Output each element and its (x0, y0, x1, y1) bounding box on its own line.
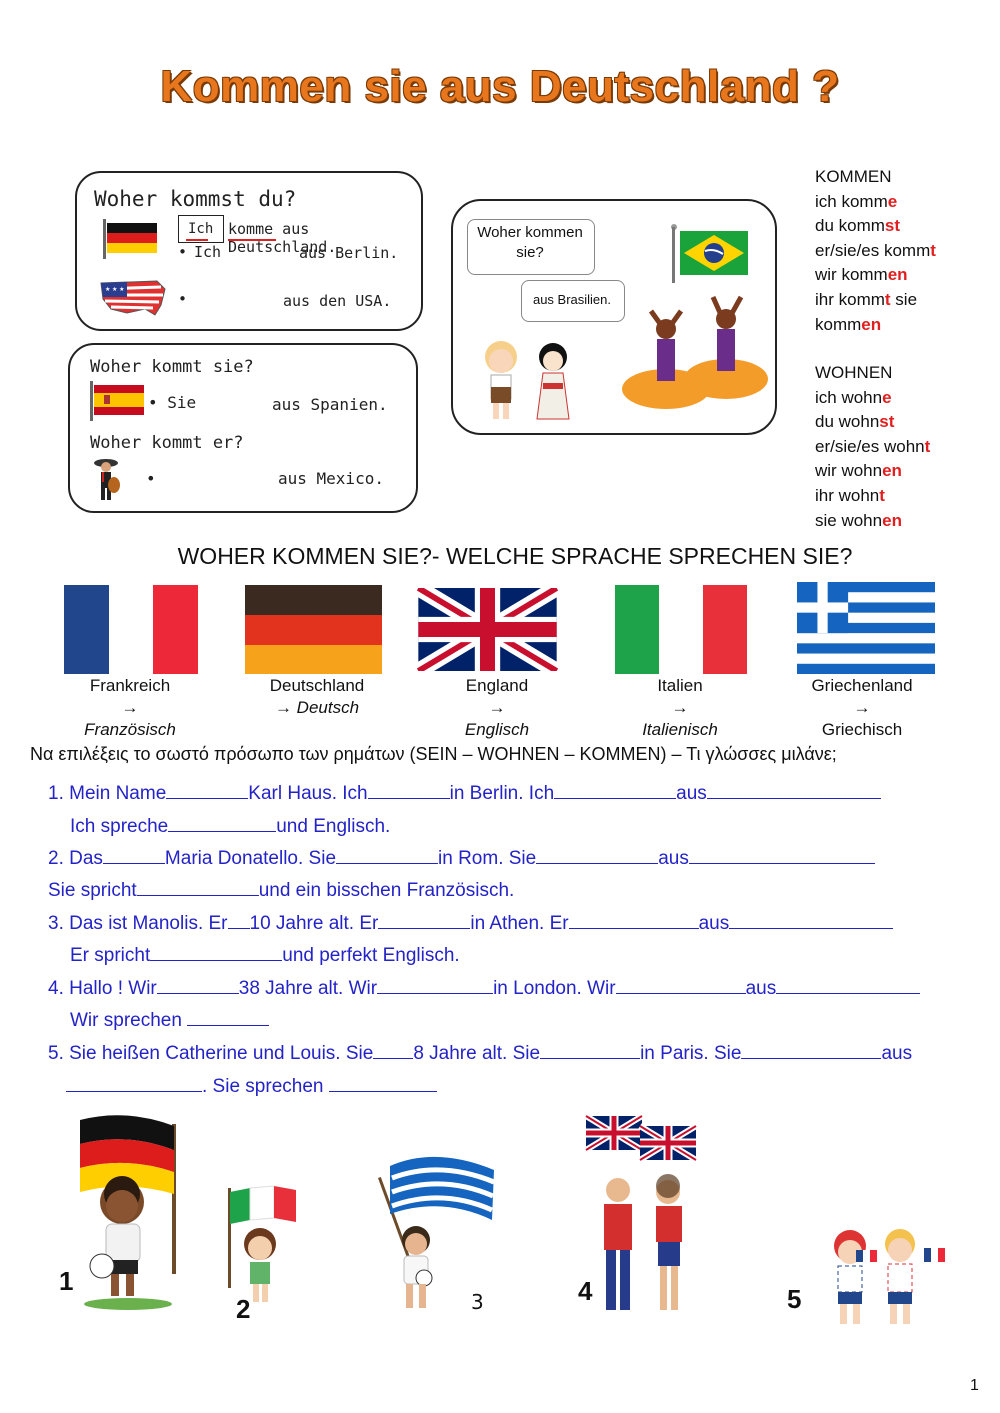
germany-flag-icon (101, 219, 159, 259)
section-heading: WOHER KOMMEN SIE?- WELCHE SPRACHE SPRECHEN SIE? (177, 543, 853, 569)
ending: st (879, 412, 895, 432)
answer-blank[interactable] (368, 780, 450, 799)
ending: e (887, 191, 898, 211)
exercise-3b (70, 942, 460, 967)
ending: t (884, 289, 891, 309)
ending: t (930, 240, 936, 260)
stem: komm (815, 314, 862, 334)
speech-bubble-1-text: Woher kommen sie? (477, 224, 583, 261)
komme-underline (228, 239, 276, 241)
answer-blank[interactable] (336, 845, 438, 864)
speech-box-woher-kommt-sie (68, 343, 418, 513)
conjugation-kommen (815, 165, 936, 337)
picture-number-2: 2 (236, 1294, 251, 1324)
page-title: Kommen sie aus Deutschland ? (160, 62, 840, 111)
answer-blank[interactable] (168, 813, 276, 832)
exercise-1b (70, 813, 390, 838)
answer-blank[interactable] (373, 1040, 413, 1059)
answer-blank[interactable] (157, 975, 239, 994)
text: aus (698, 913, 730, 934)
english-couple-flag-icon (574, 1112, 714, 1318)
box2-a2-place: aus Mexico. (278, 469, 384, 488)
stem: ich komm (815, 191, 888, 211)
speech-box-woher-kommst-du (75, 171, 423, 331)
wohnen-row (815, 386, 930, 411)
answer-blank[interactable] (707, 780, 881, 799)
instruction-text: Να επιλέξεις το σωστό πρόσωπο των ρημάτων (SEIN – WOHNEN – KOMMEN) – Τι γλώσσες μιλάνε; (30, 744, 837, 764)
stem: sie wohn (815, 510, 883, 530)
text: 10 Jahre alt. Er (249, 913, 379, 934)
language-name: Englisch (464, 720, 530, 739)
text: Ich spreche (70, 816, 169, 837)
text: aus (881, 1043, 913, 1064)
flag-label-england (417, 675, 577, 741)
answer-blank[interactable] (329, 1073, 437, 1092)
country-name: Italien (657, 676, 703, 695)
ending: en (882, 461, 902, 481)
wohnen-row (815, 509, 930, 534)
text: in Berlin. Ich (449, 783, 555, 804)
ending: t (924, 436, 931, 456)
answer-blank[interactable] (378, 910, 470, 929)
speech-box-brasilien (451, 199, 777, 435)
flag-label-deutschland (237, 675, 397, 719)
answer-blank[interactable] (228, 910, 250, 929)
answer-blank[interactable] (66, 1073, 202, 1092)
wohnen-row (815, 459, 930, 484)
exercise-5b (66, 1073, 437, 1098)
kommen-row (815, 214, 936, 239)
text: aus (676, 783, 707, 804)
text: 3. Das ist Manolis. Er (48, 913, 228, 934)
text: 1. Mein Name (48, 783, 167, 804)
answer-blank[interactable] (616, 975, 746, 994)
mariachi-icon (92, 455, 126, 503)
country-name: Griechenland (811, 676, 913, 695)
stem: du komm (815, 216, 885, 236)
stem: wir komm (815, 265, 888, 285)
arrow-language: → Deutsch (274, 698, 360, 717)
exercise-4b (70, 1007, 269, 1032)
stem: du wohn (815, 412, 880, 432)
text: . Sie sprechen (202, 1076, 324, 1097)
language-name: Italienisch (642, 720, 718, 739)
ending: en (861, 314, 882, 334)
answer-blank[interactable] (776, 975, 920, 994)
germany-flag-large-icon (245, 585, 382, 674)
french-children-flag-icon (808, 1212, 948, 1332)
stem: er/sie/es komm (815, 240, 931, 260)
arrow: → (853, 698, 871, 717)
ending: st (884, 216, 901, 236)
answer-blank[interactable] (187, 1007, 269, 1026)
picture-number-4: 4 (578, 1276, 593, 1306)
stem: ihr wohn (815, 485, 880, 505)
stem: wir wohn (815, 461, 883, 481)
ending: t (879, 485, 885, 505)
kommen-heading: KOMMEN (815, 167, 892, 186)
box2-q1: Woher kommt sie? (90, 357, 254, 377)
flag-label-italien (600, 675, 760, 741)
box2-a1-word: • Sie (148, 393, 197, 412)
country-name: Frankreich (89, 676, 171, 695)
kommen-row (815, 190, 936, 215)
italy-flag-icon (615, 585, 747, 674)
flag-label-griechenland (782, 675, 942, 741)
picture-number-3: 3 (471, 1290, 484, 1314)
text: 8 Jahre alt. Sie (413, 1043, 541, 1064)
answer-blank[interactable] (729, 910, 893, 929)
ending: e (882, 387, 892, 407)
answer-blank[interactable] (150, 942, 282, 961)
exercise-1a (48, 780, 881, 805)
ich-underline (186, 239, 208, 241)
answer-blank[interactable] (536, 845, 658, 864)
country-name: England (465, 676, 529, 695)
wohnen-row (815, 410, 930, 435)
box1-line2-bullet: • (178, 243, 188, 261)
answer-blank[interactable] (689, 845, 875, 864)
text: Maria Donatello. Sie (164, 848, 337, 869)
ich-boxed-label: Ich (188, 221, 214, 237)
text: 2. Das (48, 848, 103, 869)
text: Karl Haus. Ich (248, 783, 368, 804)
kommen-row (815, 288, 936, 313)
samba-dancers-icon (621, 291, 771, 413)
country-name: Deutschland (269, 676, 365, 695)
exercise-2a (48, 845, 875, 870)
arrow: → (671, 698, 689, 717)
answer-blank[interactable] (137, 877, 259, 896)
exercise-3a (48, 910, 893, 935)
box2-a2-bullet: • (146, 469, 156, 488)
arrow: → (488, 698, 506, 717)
text: 4. Hallo ! Wir (48, 978, 157, 999)
wohnen-heading: WOHNEN (815, 363, 893, 382)
kommen-row (815, 313, 936, 338)
box2-a1-place: aus Spanien. (272, 395, 388, 414)
language-name: Griechisch (821, 720, 903, 739)
picture-number-5: 5 (787, 1284, 802, 1314)
picture-number-1: 1 (59, 1266, 74, 1296)
text: in Athen. Er (470, 913, 569, 934)
ending: en (882, 510, 902, 530)
ending: en (887, 265, 908, 285)
box1-line2-place: aus Berlin. (299, 244, 399, 262)
stem: ich wohn (815, 387, 883, 407)
text: Sie spricht (48, 880, 137, 901)
text: in London. Wir (493, 978, 616, 999)
text: in Paris. Sie (640, 1043, 742, 1064)
spain-flag-icon (88, 381, 148, 421)
answer-blank[interactable] (166, 780, 248, 799)
france-flag-icon (64, 585, 198, 674)
kommen-row (815, 239, 936, 264)
wohnen-row (815, 435, 930, 460)
text: und ein bisschen Französisch. (258, 880, 515, 901)
svg-text:★ ★ ★: ★ ★ ★ (105, 287, 125, 293)
stem: ihr komm (815, 289, 885, 309)
answer-blank[interactable] (540, 1040, 640, 1059)
uk-flag-icon (416, 588, 559, 671)
wohnen-row (815, 484, 930, 509)
box1-line2-word: Ich (194, 243, 222, 261)
page-number: 1 (970, 1377, 979, 1394)
box1-line3-place: aus den USA. (283, 292, 392, 310)
answer-blank[interactable] (554, 780, 676, 799)
brazil-flag-icon (668, 223, 752, 283)
speech-bubble-2-text: aus Brasilien. (532, 292, 612, 307)
german-boy-flag-icon (78, 1106, 188, 1312)
italian-girl-flag-icon (220, 1182, 302, 1312)
conjugation-wohnen (815, 361, 930, 533)
answer-blank[interactable] (103, 845, 165, 864)
flag-label-frankreich (50, 675, 210, 741)
exercise-5a (48, 1040, 912, 1065)
answer-blank[interactable] (377, 975, 493, 994)
text: in Rom. Sie (438, 848, 537, 869)
text: Er spricht (70, 945, 151, 966)
kommen-row (815, 263, 936, 288)
text: 5. Sie heißen Catherine und Louis. Sie (48, 1043, 374, 1064)
text: Wir sprechen (70, 1010, 182, 1031)
stem: er/sie/es wohn (815, 436, 925, 456)
tail: sie (890, 289, 918, 309)
arrow: → (121, 698, 139, 717)
exercise-2b (48, 877, 514, 902)
text: und perfekt Englisch. (282, 945, 460, 966)
text: aus (745, 978, 777, 999)
box2-q2: Woher kommt er? (90, 433, 244, 453)
box1-line3-bullet: • (178, 290, 188, 308)
box1-line1: komme aus Deutschland. (228, 220, 337, 256)
text: aus (658, 848, 689, 869)
text: und Englisch. (276, 816, 391, 837)
language-name: Französisch (84, 720, 176, 739)
answer-blank[interactable] (569, 910, 699, 929)
usa-map-flag-icon (97, 275, 169, 321)
text: 38 Jahre alt. Wir (238, 978, 378, 999)
exercise-4a (48, 975, 920, 1000)
box1-heading: Woher kommst du? (94, 187, 297, 211)
greece-flag-icon (797, 582, 935, 674)
answer-blank[interactable] (741, 1040, 881, 1059)
children-characters-icon (471, 323, 581, 429)
